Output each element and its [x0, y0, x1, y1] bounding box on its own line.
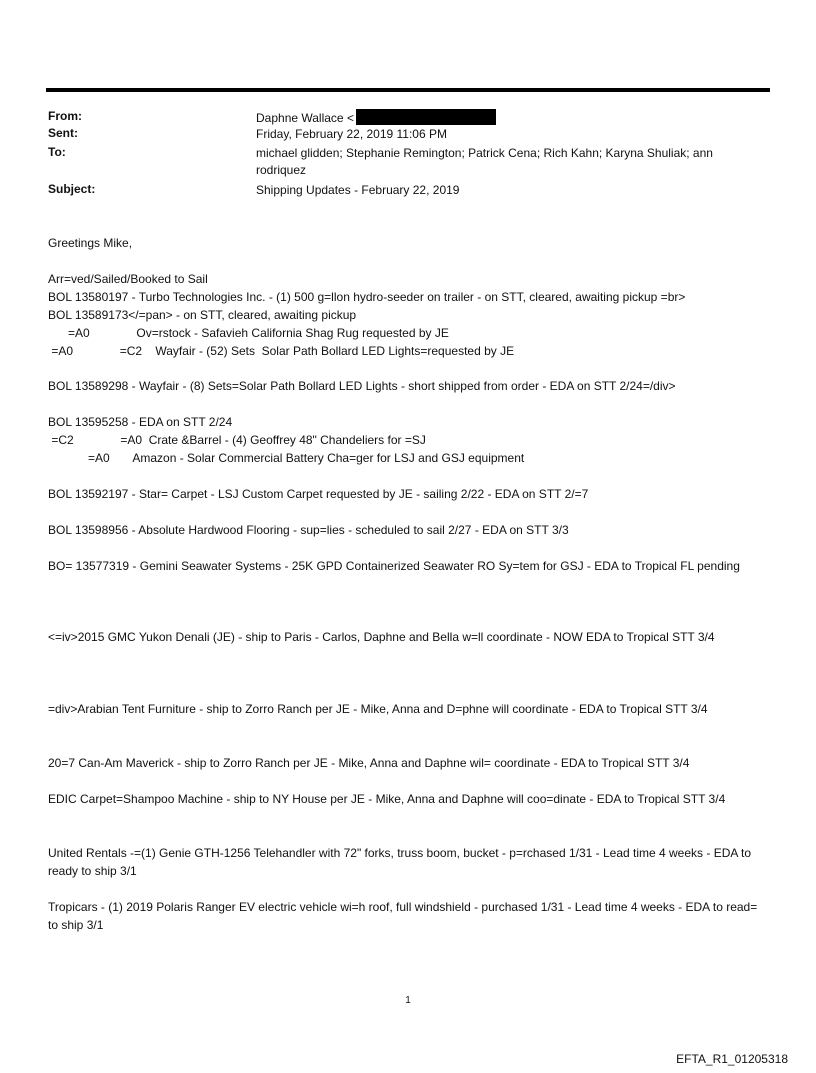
redaction-block [356, 109, 496, 125]
from-value [256, 109, 766, 127]
to-value: michael glidden; Stephanie Remington; Patrick Cena; Rich Kahn; Karyna Shuliak; ann rodriquez [256, 146, 713, 177]
body-paragraph: =div>Arabian Tent Furniture - ship to Zorro Ranch per JE - Mike, Anna and D=phne will coordinate - EDA to Tropical STT 3/4 [48, 702, 708, 716]
body-line: BOL 13592197 - Star= Carpet - LSJ Custom Carpet requested by JE - sailing 2/22 - EDA on STT 2/=7 [48, 487, 589, 501]
body-line: =A0 Ov=rstock - Safavieh California Shag Rug requested by JE [48, 326, 449, 340]
body-paragraph: United Rentals -=(1) Genie GTH-1256 Telehandler with 72" forks, truss boom, bucket - p=rchased 1/31 - Lead time 4 weeks - EDA to ready to ship 3/1 [48, 846, 752, 878]
page-number: 1 [405, 995, 411, 1006]
body-paragraph: <=iv>2015 GMC Yukon Denali (JE) - ship to Paris - Carlos, Daphne and Bella w=ll coordinate - NOW EDA to Tropical STT 3/4 [48, 630, 715, 644]
body-line: BOL 13589173</=pan> - on STT, cleared, awaiting pickup [48, 308, 357, 322]
header-divider [46, 88, 770, 92]
body-line: BOL 13580197 - Turbo Technologies Inc. - (1) 500 g=llon hydro-seeder on trailer - on STT, cleared, awaiting pickup =br> [48, 290, 686, 304]
body-line: BOL 13595258 - EDA on STT 2/24 [48, 415, 233, 429]
body-line: =A0 =C2 Wayfair - (52) Sets Solar Path Bollard LED Lights=requested by JE [48, 344, 515, 358]
body-paragraph: Tropicars - (1) 2019 Polaris Ranger EV electric vehicle wi=h roof, full windshield - purchased 1/31 - Lead time 4 weeks - EDA to read= to ship 3/1 [48, 900, 758, 932]
body-paragraph: BO= 13577319 - Gemini Seawater Systems - 25K GPD Containerized Seawater RO Sy=tem for GSJ - EDA to Tropical FL pending [48, 559, 740, 573]
document-id: EFTA_R1_01205318 [676, 1052, 788, 1066]
subject-label: Subject: [48, 182, 96, 196]
body-paragraph: EDIC Carpet=Shampoo Machine - ship to NY House per JE - Mike, Anna and Daphne will coo=dinate - EDA to Tropical STT 3/4 [48, 792, 726, 806]
sent-label: Sent: [48, 126, 78, 140]
body-line: =A0 Amazon - Solar Commercial Battery Cha=ger for LSJ and GSJ equipment [48, 451, 525, 465]
greeting: Greetings Mike, [48, 236, 133, 250]
subject-value: Shipping Updates - February 22, 2019 [256, 183, 460, 197]
from-name: Daphne Wallace < [256, 111, 354, 125]
body-line: BOL 13598956 - Absolute Hardwood Flooring - sup=lies - scheduled to sail 2/27 - EDA on STT 3/3 [48, 523, 569, 537]
body-paragraph: 20=7 Can-Am Maverick - ship to Zorro Ranch per JE - Mike, Anna and Daphne wil= coordinate - EDA to Tropical STT 3/4 [48, 756, 690, 770]
sent-value: Friday, February 22, 2019 11:06 PM [256, 127, 447, 141]
from-label: From: [48, 109, 82, 123]
body-line: =C2 =A0 Crate &Barrel - (4) Geoffrey 48" Chandeliers for =SJ [48, 433, 426, 447]
body-line: BOL 13589298 - Wayfair - (8) Sets=Solar Path Bollard LED Lights - short shipped from order - EDA on STT 2/24=/div> [48, 379, 676, 393]
section-title: Arr=ved/Sailed/Booked to Sail [48, 272, 208, 286]
to-label: To: [48, 145, 66, 159]
